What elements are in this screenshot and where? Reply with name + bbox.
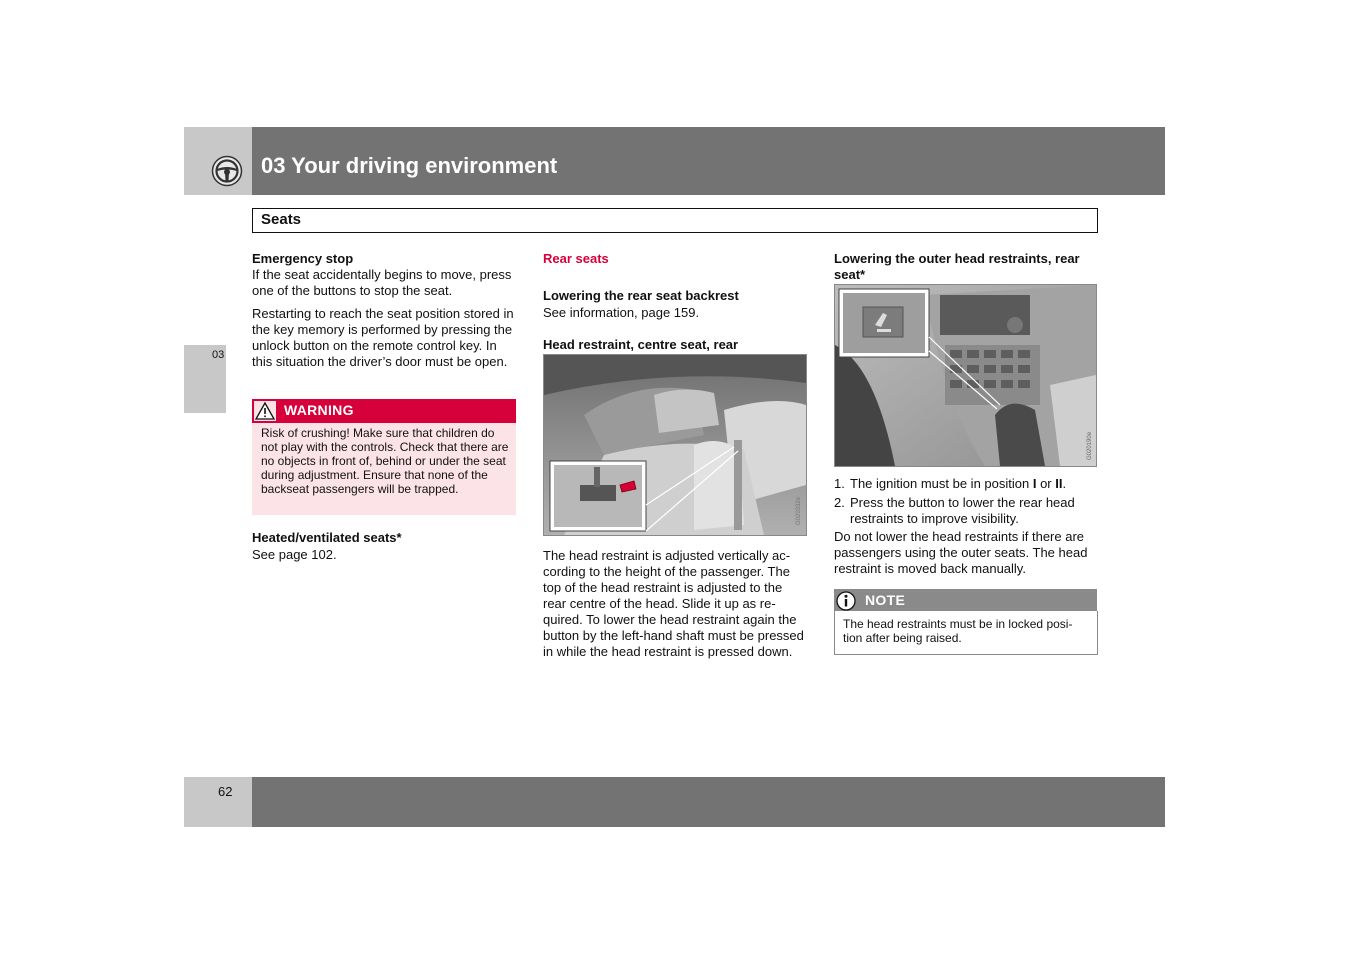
warning-text: Risk of crushing! Make sure that children do not play with the controls. Check that there are no objects in front of, behind or under the seat during adjustment. Ensure that none of the backseat passengers will be trapped. — [261, 426, 509, 496]
rear-seat-illustration — [544, 355, 806, 535]
note-label: NOTE — [865, 592, 906, 608]
dashboard-button-illustration — [834, 284, 1097, 467]
rear-seats-heading: Rear seats — [543, 251, 609, 266]
head-restraint-centre-illustration — [543, 354, 807, 536]
page-number: 62 — [218, 784, 233, 799]
list-item: 2. Press the button to lower the rear head restraints to improve visibility. — [834, 495, 1075, 526]
section-title-box — [252, 208, 1098, 233]
head-restraint-centre-heading: Head restraint, centre seat, rear — [543, 337, 739, 352]
warning-label: WARNING — [284, 402, 354, 418]
heated-seats-text: See page 102. — [252, 547, 337, 562]
lowering-backrest-heading: Lowering the rear seat backrest — [543, 288, 739, 303]
info-icon — [836, 591, 856, 611]
chapter-tab-number: 03 — [212, 349, 225, 361]
lowering-backrest-text: See information, page 159. — [543, 305, 700, 320]
note-text: The head restraints must be in locked posi-tion after being raised. — [843, 617, 1073, 645]
emergency-stop-text-2: Restarting to reach the seat position stored in the key memory is performed by pressing the unlock button on the remote control key. In this situation the driver’s door must be open. — [252, 306, 514, 369]
emergency-stop-heading: Emergency stop — [252, 251, 354, 266]
steering-wheel-icon — [211, 155, 243, 187]
footer-band — [252, 777, 1165, 827]
list-item: 1. The ignition must be in position I or II. — [834, 476, 1067, 491]
section-title: Seats — [261, 211, 302, 228]
dashboard-illustration — [835, 285, 1096, 466]
image-code-1: G020332e — [796, 496, 802, 525]
warning-triangle-icon — [254, 401, 276, 421]
steps-list — [834, 476, 1098, 530]
head-restraint-centre-text: The head restraint is adjusted vertically ac-cording to the height of the passenger. The top of the head restraint is adjusted to the rear centre of the head. Slide it up as re-quired. To lower the head restraint again the button by the left-hand shaft must be pressed in while the head restraint is pressed down. — [543, 548, 804, 659]
emergency-stop-text-1: If the seat accidentally begins to move, press one of the buttons to stop the seat. — [252, 267, 512, 298]
heated-seats-heading: Heated/ventilated seats* — [252, 530, 402, 545]
outer-head-restraints-text: Do not lower the head restraints if there are passengers using the outer seats. The head restraint is moved back manually. — [834, 529, 1088, 576]
outer-head-restraints-heading: Lowering the outer head restraints, rear seat* — [834, 251, 1080, 282]
chapter-title: 03 Your driving environment — [261, 153, 558, 178]
image-code-2: G020190e — [1087, 431, 1093, 460]
